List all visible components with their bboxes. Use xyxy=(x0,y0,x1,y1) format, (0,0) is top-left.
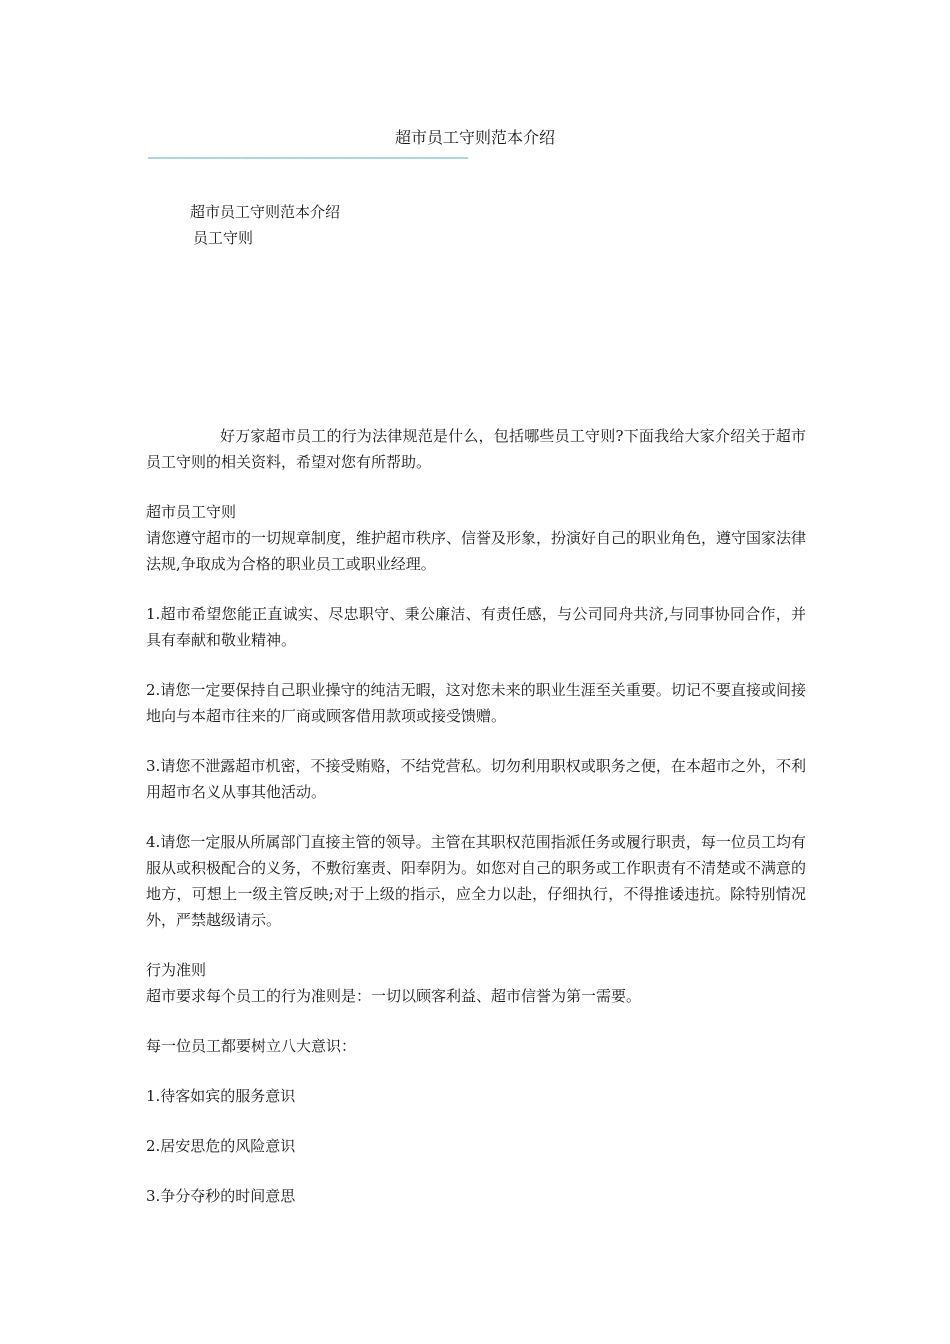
rule-item-4: 4.请您一定服从所属部门直接主管的领导。主管在其职权范围指派任务或履行职责，每一位员工均有服从或积极配合的义务，不敷衍塞责、阳奉阴为。如您对自己的职务或工作职责有不清楚或不满意的地方，可想上一级主管反映;对于上级的指示，应全力以赴，仔细执行，不得推诿违抗。除特别情况外，严禁越级请示。 xyxy=(146,833,807,929)
document-subtitle: 员工守则 xyxy=(193,229,254,247)
awareness-item-3: 3.争分夺秒的时间意思 xyxy=(146,1187,296,1205)
header-divider: —————————————————————————————————————— xyxy=(148,151,469,165)
conduct-paragraph: 超市要求每个员工的行为准则是：一切以顾客利益、超市信誉为第一需要。 xyxy=(146,987,642,1005)
awareness-intro: 每一位员工都要树立八大意识： xyxy=(146,1037,357,1055)
section-heading-conduct: 行为准则 xyxy=(146,961,207,979)
intro-paragraph: 好万家超市员工的行为法律规范是什么，包括哪些员工守则?下面我给大家介绍关于超市员工守则的相关资料，希望对您有所帮助。 xyxy=(146,427,806,471)
page-header-title: 超市员工守则范本介绍 xyxy=(394,128,555,147)
document-title: 超市员工守则范本介绍 xyxy=(190,203,341,221)
rules-paragraph: 请您遵守超市的一切规章制度，维护超市秩序、信誉及形象，扮演好自己的职业角色，遵守国家法律法规,争取成为合格的职业员工或职业经理。 xyxy=(146,529,807,573)
document-body xyxy=(146,423,806,1233)
section-heading-rules: 超市员工守则 xyxy=(146,503,237,521)
rule-item-3: 3.请您不泄露超市机密，不接受贿赂，不结党营私。切勿利用职权或职务之便，在本超市之外，不利用超市名义从事其他活动。 xyxy=(146,757,806,801)
rule-item-1: 1.超市希望您能正直诚实、尽忠职守、秉公廉洁、有责任感，与公司同舟共济,与同事协同合作，并具有奉献和敬业精神。 xyxy=(146,605,806,649)
awareness-item-2: 2.居安思危的风险意识 xyxy=(146,1137,296,1155)
rule-item-2: 2.请您一定要保持自己职业操守的纯洁无暇，这对您未来的职业生涯至关重要。切记不要直接或间接地向与本超市往来的厂商或顾客借用款项或接受馈赠。 xyxy=(146,681,806,725)
awareness-item-1: 1.待客如宾的服务意识 xyxy=(146,1087,296,1105)
